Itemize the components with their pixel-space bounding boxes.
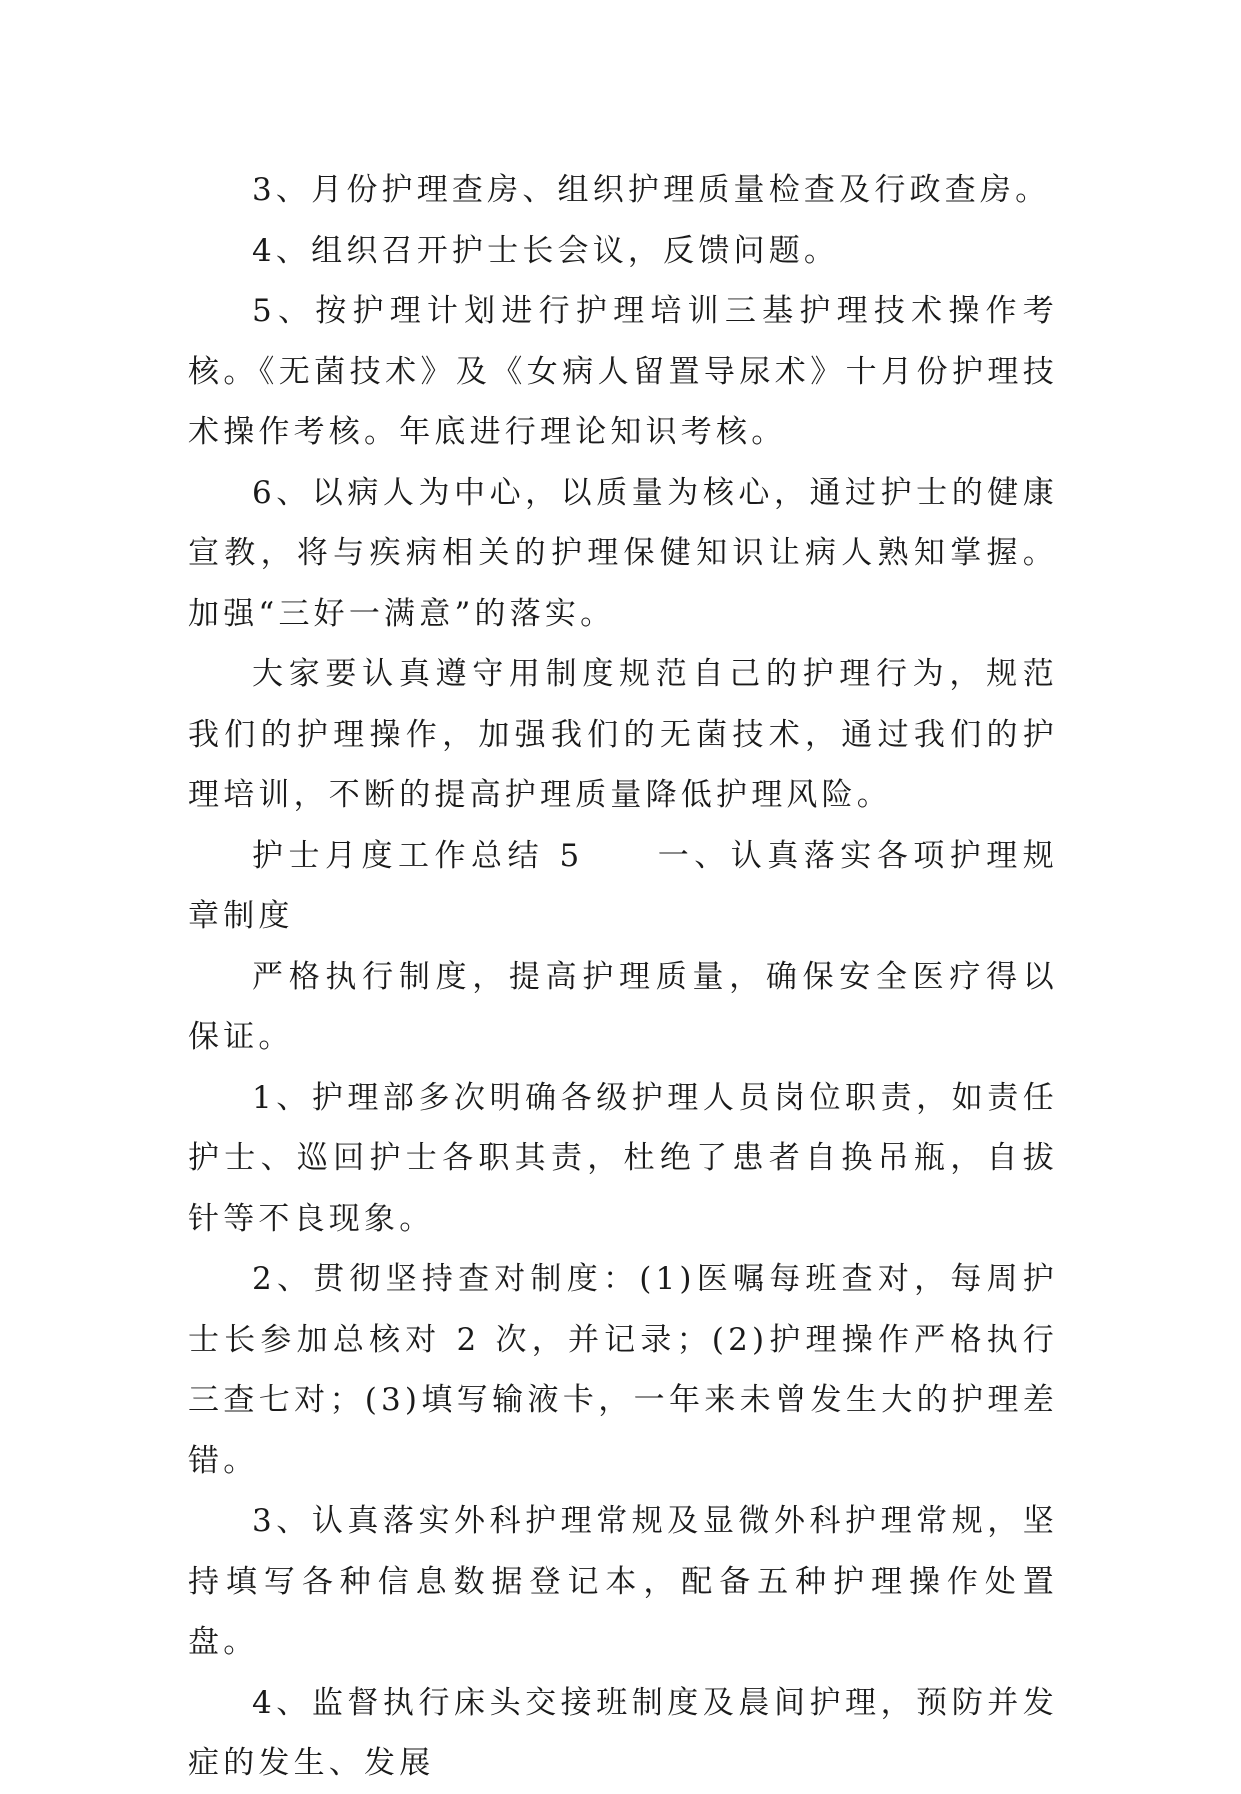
paragraph: 2、贯彻坚持查对制度：(1)医嘱每班查对，每周护士长参加总核对 2 次，并记录；(2)护理操作严格执行三查七对；(3)填写输液卡，一年来未曾发生大的护理差错。: [188, 1261, 1058, 1479]
paragraph: 6、以病人为中心，以质量为核心，通过护士的健康宣教，将与疾病相关的护理保健知识让病人熟知掌握。加强“三好一满意”的落实。: [188, 474, 1058, 632]
paragraph: 4、组织召开护士长会议，反馈问题。: [252, 232, 840, 269]
paragraph: 3、月份护理查房、组织护理质量检查及行政查房。: [252, 172, 1051, 208]
paragraph: 5、按护理计划进行护理培训三基护理技术操作考核。《无菌技术》及《女病人留置导尿术》十月份护理技术操作考核。年底进行理论知识考核。: [188, 293, 1058, 450]
paragraph: 1、护理部多次明确各级护理人员岗位职责，如责任护士、巡回护士各职其责，杜绝了患者自换吊瓶，自拔针等不良现象。: [188, 1079, 1058, 1237]
paragraph: 4、监督执行床头交接班制度及晨间护理，预防并发症的发生、发展: [188, 1684, 1058, 1781]
paragraph: 大家要认真遵守用制度规范自己的护理行为，规范我们的护理操作，加强我们的无菌技术，通过我们的护理培训，不断的提高护理质量降低护理风险。: [188, 656, 1058, 813]
paragraph: 3、认真落实外科护理常规及显微外科护理常规，坚持填写各种信息数据登记本，配备五种护理操作处置盘。: [188, 1503, 1058, 1660]
section-heading: 护士月度工作总结 5 一、认真落实各项护理规章制度: [188, 837, 1058, 934]
paragraph: 严格执行制度，提高护理质量，确保安全医疗得以保证。: [188, 958, 1058, 1055]
document-body: [188, 160, 1058, 1794]
